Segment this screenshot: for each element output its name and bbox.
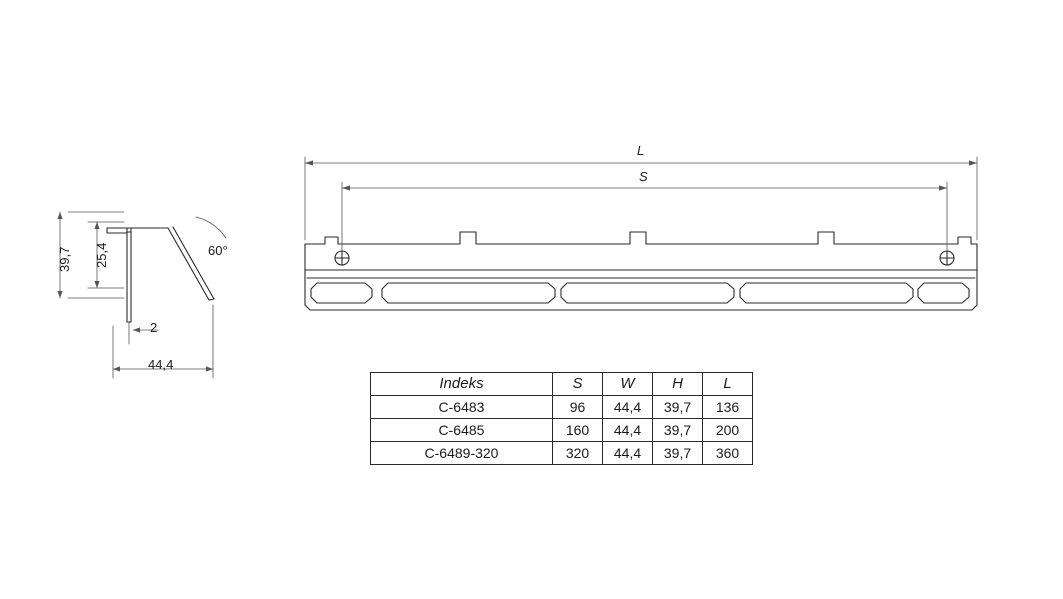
cell-l: 360 <box>703 442 753 465</box>
cell-s: 320 <box>553 442 603 465</box>
dim-S <box>342 182 947 250</box>
dim-label-S: S <box>639 169 648 184</box>
cell-index: C-6483 <box>371 396 553 419</box>
cell-w: 44,4 <box>603 419 653 442</box>
angle-arc <box>196 217 226 238</box>
table-header-w: W <box>603 373 653 396</box>
mount-screw-left <box>335 251 349 265</box>
cell-index: C-6485 <box>371 419 553 442</box>
front-view-profile <box>305 232 977 310</box>
table-header-l: L <box>703 373 753 396</box>
table-row <box>371 442 753 465</box>
cell-h: 39,7 <box>653 442 703 465</box>
cell-w: 44,4 <box>603 396 653 419</box>
table-header-indeks: Indeks <box>371 373 553 396</box>
cell-s: 96 <box>553 396 603 419</box>
table-row <box>371 419 753 442</box>
table-header-row <box>371 373 753 396</box>
cell-l: 136 <box>703 396 753 419</box>
cell-s: 160 <box>553 419 603 442</box>
specification-table <box>370 372 753 465</box>
dim-label-L: L <box>637 143 645 158</box>
dim-label-39-7: 39,7 <box>57 246 72 272</box>
mount-screw-right <box>940 251 954 265</box>
cell-h: 39,7 <box>653 419 703 442</box>
dim-label-60-deg: 60° <box>208 243 228 258</box>
louver-slots <box>311 283 969 303</box>
cell-index: C-6489-320 <box>371 442 553 465</box>
cell-h: 39,7 <box>653 396 703 419</box>
cell-l: 200 <box>703 419 753 442</box>
cell-w: 44,4 <box>603 442 653 465</box>
side-view-profile <box>107 227 214 322</box>
table-row <box>371 396 753 419</box>
dim-label-2: 2 <box>150 320 158 335</box>
table-header-h: H <box>653 373 703 396</box>
table-header-s: S <box>553 373 603 396</box>
dim-label-25-4: 25,4 <box>94 242 109 268</box>
dim-label-44-4: 44,4 <box>148 357 174 372</box>
